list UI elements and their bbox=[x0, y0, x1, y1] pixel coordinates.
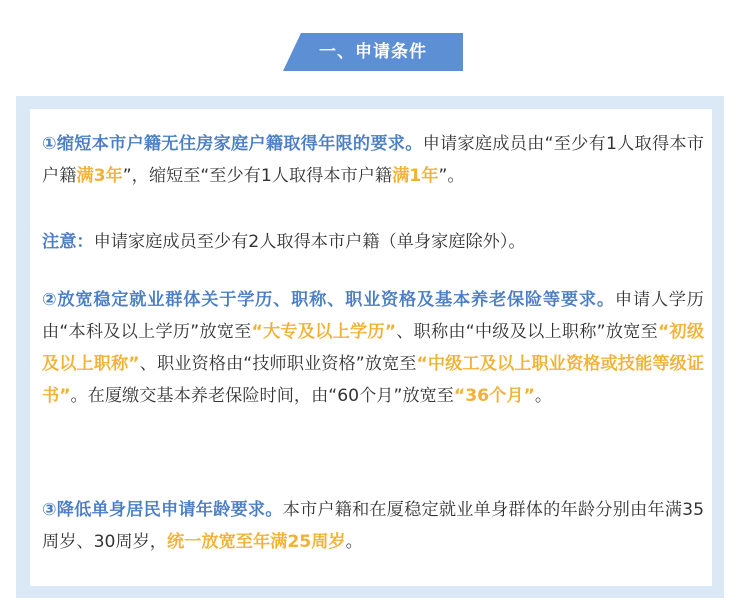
requirement-2-highlight: “初级及以上职称” bbox=[42, 322, 705, 374]
requirement-2-highlight: “中级工及以上职业资格或技能等级证书” bbox=[42, 354, 705, 406]
requirement-2-text: 、职称由“中级及以上职称”放宽至 bbox=[396, 322, 658, 342]
requirement-1 bbox=[42, 128, 704, 192]
requirement-1-heading: ①缩短本市户籍无住房家庭户籍取得年限的要求。 bbox=[42, 134, 423, 154]
requirement-2 bbox=[42, 284, 704, 412]
requirement-2-text: 申请人学历由“本科及以上学历”放宽至 bbox=[42, 290, 704, 342]
requirement-1-text: 申请家庭成员由“至少有1人取得本市户籍 bbox=[42, 134, 705, 186]
note-text: 申请家庭成员至少有2人取得本市户籍（单身家庭除外）。 bbox=[93, 232, 526, 252]
requirement-1-text: ”，缩短至“至少有1人取得本市户籍 bbox=[122, 166, 393, 186]
section-title-tab bbox=[283, 33, 463, 71]
requirement-2-heading: ②放宽稳定就业群体关于学历、职称、职业资格及基本养老保险等要求。 bbox=[42, 290, 615, 310]
note-paragraph bbox=[42, 226, 704, 258]
note-label: 注意： bbox=[42, 232, 94, 252]
requirement-2-text: 。 bbox=[534, 386, 553, 406]
requirement-2-highlight: “大专及以上学历” bbox=[251, 322, 397, 342]
requirement-3-highlight: 统一放宽至年满25周岁 bbox=[167, 532, 346, 552]
requirement-2-text: 、职业资格由“技师职业资格”放宽至 bbox=[139, 354, 417, 374]
requirement-2-text: 。在厦缴交基本养老保险时间，由“60个月”放宽至 bbox=[70, 386, 454, 406]
requirement-3-heading: ③降低单身居民申请年龄要求。 bbox=[42, 500, 283, 520]
requirement-2-highlight: “36个月” bbox=[453, 386, 535, 406]
requirement-1-highlight: 满1年 bbox=[392, 166, 439, 186]
requirement-3-text: 。 bbox=[345, 532, 363, 552]
requirement-1-text: ”。 bbox=[438, 166, 465, 186]
requirement-3 bbox=[42, 494, 704, 558]
requirement-1-highlight: 满3年 bbox=[76, 166, 123, 186]
requirement-3-text: 本市户籍和在厦稳定就业单身群体的年龄分别由年满35周岁、30周岁， bbox=[42, 500, 704, 552]
section-title: 一、申请条件 bbox=[319, 42, 427, 62]
